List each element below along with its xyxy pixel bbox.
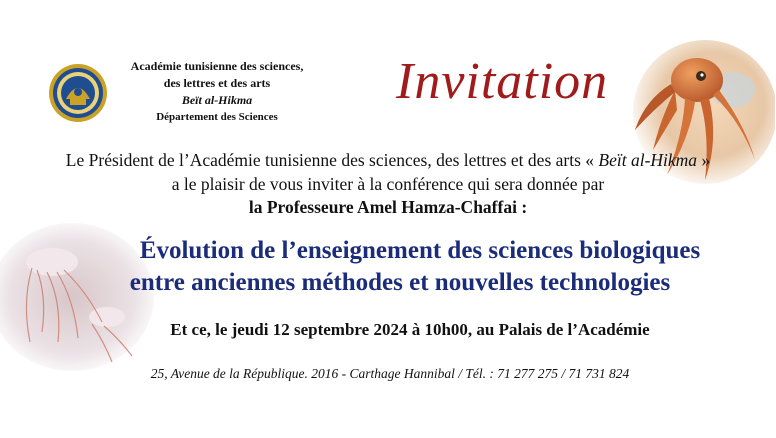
- address-contact: 25, Avenue de la République. 2016 - Carthage Hannibal / Tél. : 71 277 275 / 71 731 824: [150, 366, 630, 381]
- speaker-name: la Professeure Amel Hamza-Chaffai :: [248, 197, 528, 217]
- invitation-heading: Invitation: [396, 53, 609, 110]
- invitation-intro-line2: a le plaisir de vous inviter à la conférence qui sera donnée par: [171, 174, 605, 194]
- intro-suffix: »: [697, 150, 711, 170]
- academy-logo-icon: [48, 63, 108, 123]
- org-name-line1: Académie tunisienne des sciences,: [130, 59, 304, 73]
- date-location: Et ce, le jeudi 12 septembre 2024 à 10h00, au Palais de l’Académie: [170, 320, 650, 339]
- conference-title-line2: entre anciennes méthodes et nouvelles technologies: [129, 269, 671, 296]
- intro-prefix: Le Président de l’Académie tunisienne des sciences, des lettres et des arts «: [65, 150, 599, 170]
- intro-italic-name: Beït al-Hikma: [598, 150, 698, 170]
- invitation-intro-line1: [20, 150, 756, 171]
- department-name: Département des Sciences: [156, 111, 278, 123]
- conference-title-line1: Évolution de l’enseignement des sciences biologiques: [139, 237, 701, 264]
- org-name-line3: Beït al-Hikma: [181, 93, 253, 107]
- organization-block: [112, 58, 322, 126]
- org-name-line2: des lettres et des arts: [163, 76, 271, 90]
